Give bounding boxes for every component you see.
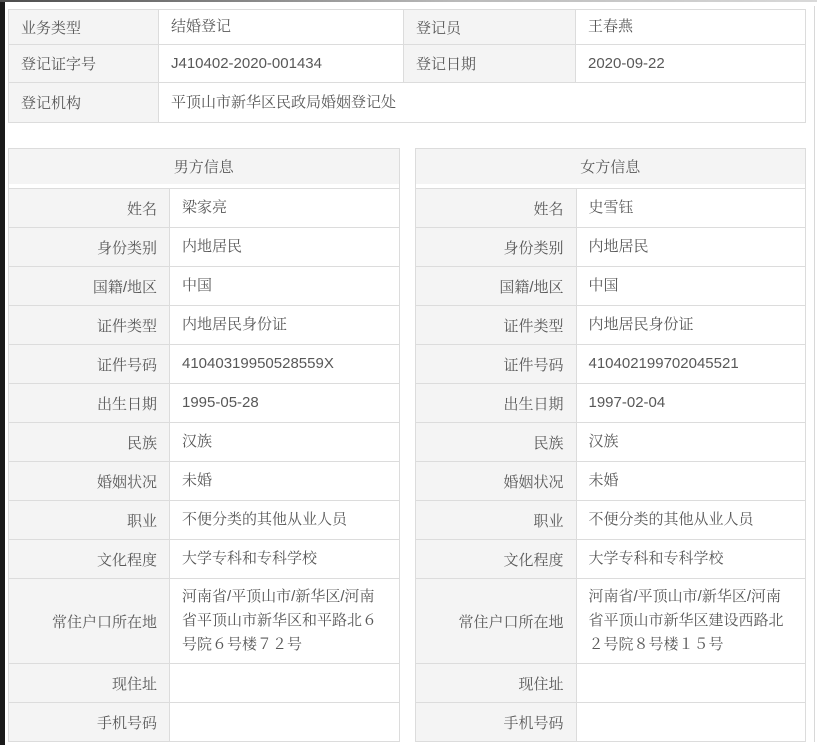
male-info-title: 男方信息 — [9, 149, 399, 184]
field-value — [576, 702, 806, 741]
field-label: 出生日期 — [9, 383, 169, 422]
field-value: 大学专科和专科学校 — [169, 539, 399, 578]
field-value: 未婚 — [169, 461, 399, 500]
field-label: 姓名 — [9, 188, 169, 227]
cert-number-value: J410402-2020-001434 — [158, 44, 403, 82]
business-type-value: 结婚登记 — [158, 10, 403, 44]
field-value: 大学专科和专科学校 — [576, 539, 806, 578]
field-value — [169, 702, 399, 741]
registrar-value: 王春燕 — [575, 10, 805, 44]
field-label: 出生日期 — [416, 383, 576, 422]
field-label: 国籍/地区 — [9, 266, 169, 305]
field-value — [576, 663, 806, 702]
field-label: 现住址 — [416, 663, 576, 702]
field-value: 河南省/平顶山市/新华区/河南省平顶山市新华区和平路北６号院６号楼７２号 — [169, 578, 399, 663]
field-value: 汉族 — [169, 422, 399, 461]
registry-table — [8, 9, 806, 123]
business-type-label: 业务类型 — [9, 10, 158, 44]
registrar-label: 登记员 — [403, 10, 575, 44]
field-value: 内地居民身份证 — [169, 305, 399, 344]
field-value: 1995-05-28 — [169, 383, 399, 422]
marriage-registration-record — [8, 9, 806, 742]
field-value: 内地居民身份证 — [576, 305, 806, 344]
female-info-title: 女方信息 — [416, 149, 806, 184]
agency-value: 平顶山市新华区民政局婚姻登记处 — [158, 82, 805, 122]
field-value: 内地居民 — [169, 227, 399, 266]
field-label: 国籍/地区 — [416, 266, 576, 305]
screenshot-left-edge — [0, 2, 5, 745]
field-label: 职业 — [416, 500, 576, 539]
field-label: 现住址 — [9, 663, 169, 702]
field-label: 常住户口所在地 — [9, 578, 169, 663]
field-value: 410402199702045521 — [576, 344, 806, 383]
field-label: 手机号码 — [9, 702, 169, 741]
cert-number-label: 登记证字号 — [9, 44, 158, 82]
field-label: 证件类型 — [416, 305, 576, 344]
field-value: 内地居民 — [576, 227, 806, 266]
field-value: 不便分类的其他从业人员 — [169, 500, 399, 539]
field-value: 河南省/平顶山市/新华区/河南省平顶山市新华区建设西路北２号院８号楼１５号 — [576, 578, 806, 663]
reg-date-value: 2020-09-22 — [575, 44, 805, 82]
field-label: 婚姻状况 — [416, 461, 576, 500]
field-label: 民族 — [416, 422, 576, 461]
field-label: 职业 — [9, 500, 169, 539]
screenshot-top-edge — [0, 0, 817, 2]
field-value: 不便分类的其他从业人员 — [576, 500, 806, 539]
male-info-table — [8, 148, 400, 742]
field-value: 汉族 — [576, 422, 806, 461]
field-value: 中国 — [169, 266, 399, 305]
person-tables — [8, 148, 806, 742]
field-value: 梁家亮 — [169, 188, 399, 227]
reg-date-label: 登记日期 — [403, 44, 575, 82]
field-value: 中国 — [576, 266, 806, 305]
screenshot-right-edge — [814, 6, 815, 742]
field-label: 证件号码 — [9, 344, 169, 383]
field-label: 民族 — [9, 422, 169, 461]
field-value: 41040319950528559X — [169, 344, 399, 383]
field-label: 手机号码 — [416, 702, 576, 741]
field-value: 未婚 — [576, 461, 806, 500]
field-label: 身份类别 — [416, 227, 576, 266]
field-label: 身份类别 — [9, 227, 169, 266]
field-label: 姓名 — [416, 188, 576, 227]
field-label: 证件类型 — [9, 305, 169, 344]
agency-label: 登记机构 — [9, 82, 158, 122]
female-info-table — [415, 148, 807, 742]
field-value: 1997-02-04 — [576, 383, 806, 422]
field-label: 婚姻状况 — [9, 461, 169, 500]
field-label: 文化程度 — [9, 539, 169, 578]
field-label: 证件号码 — [416, 344, 576, 383]
field-value: 史雪钰 — [576, 188, 806, 227]
field-value — [169, 663, 399, 702]
field-label: 文化程度 — [416, 539, 576, 578]
field-label: 常住户口所在地 — [416, 578, 576, 663]
